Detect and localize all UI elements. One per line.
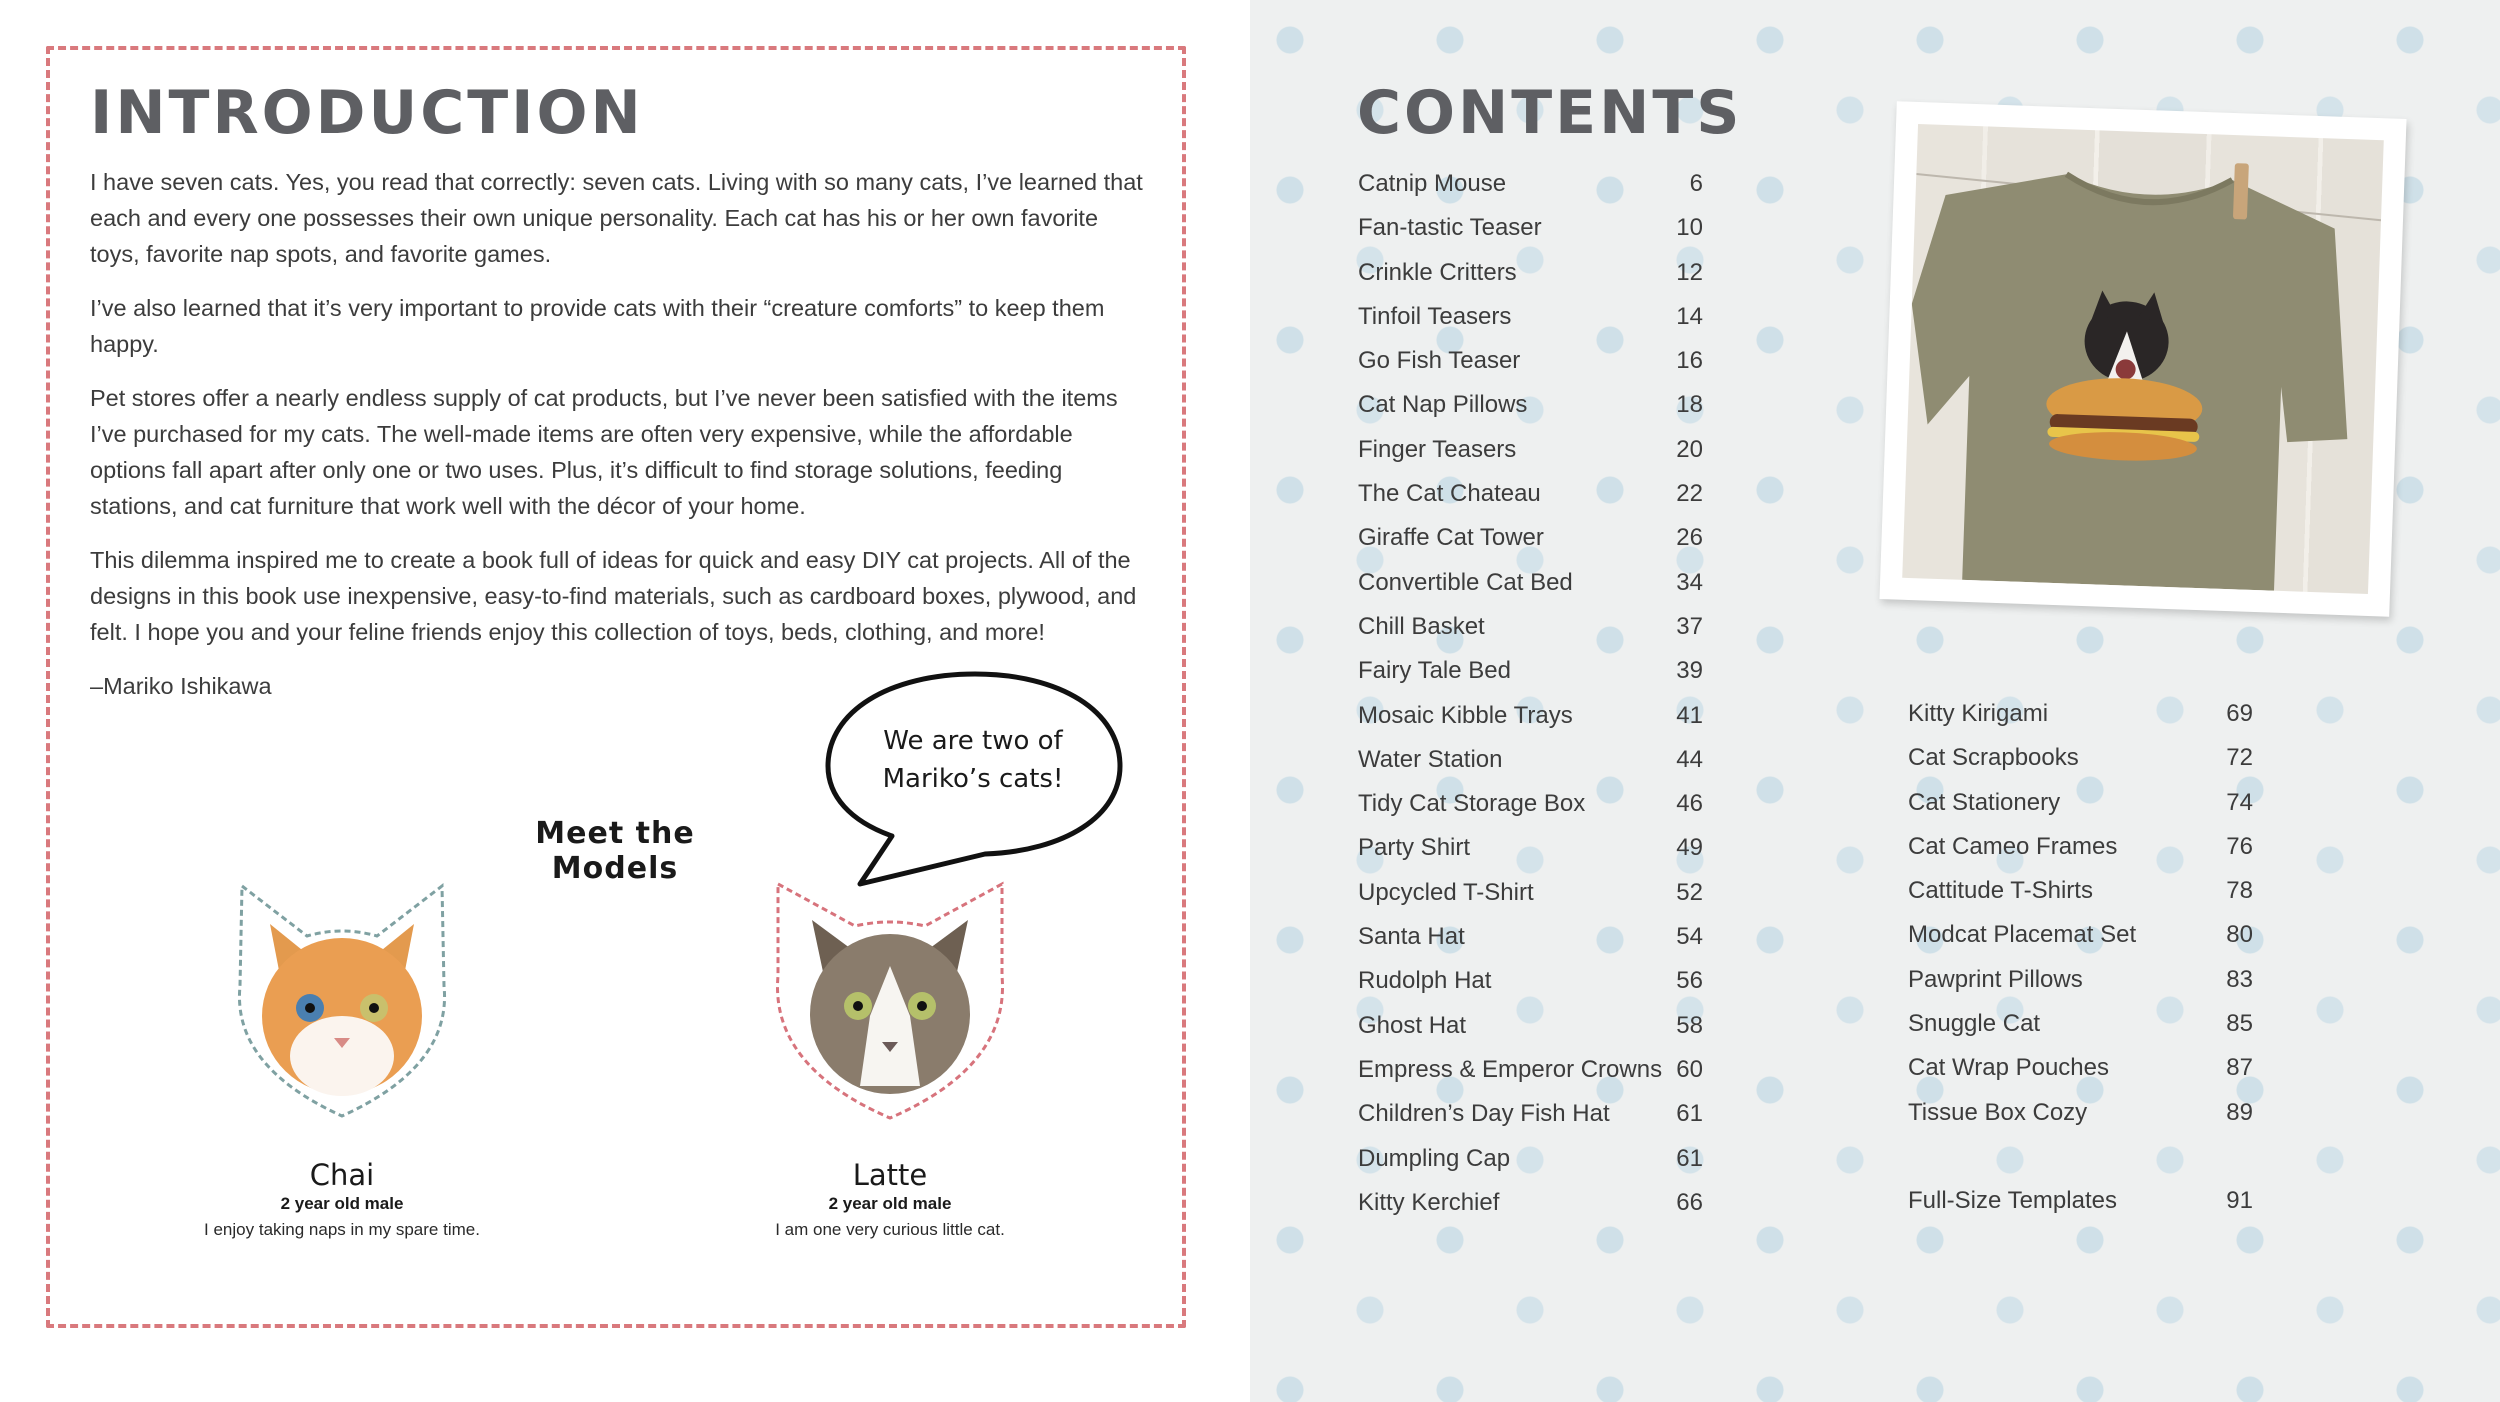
- toc-entry-page: 18: [1676, 391, 1703, 419]
- latte-age: 2 year old male: [828, 1194, 952, 1213]
- toc-entry-page: 52: [1676, 878, 1703, 906]
- toc-entry-page: 60: [1676, 1055, 1703, 1083]
- toc-entry-page: 41: [1676, 701, 1703, 729]
- toc-entry-title: Full-Size Templates: [1908, 1187, 2117, 1215]
- toc-entry-page: 66: [1676, 1188, 1703, 1216]
- toc-entry-page: 39: [1676, 657, 1703, 685]
- latte-cat-face: [810, 920, 970, 1094]
- toc-entry-page: 54: [1676, 923, 1703, 951]
- toc-entry-title: Rudolph Hat: [1358, 967, 1492, 995]
- toc-entry-page: 56: [1676, 967, 1703, 995]
- toc-entry-page: 34: [1676, 568, 1703, 596]
- chai-bio: I enjoy taking naps in my spare time.: [204, 1220, 480, 1239]
- toc-entry-page: 44: [1676, 745, 1703, 773]
- toc-entry-page: 78: [2226, 877, 2253, 905]
- toc-entry-title: Dumpling Cap: [1358, 1144, 1511, 1172]
- toc-entry-page: 46: [1676, 790, 1703, 818]
- toc-entry-title: Convertible Cat Bed: [1358, 568, 1573, 596]
- toc-entry-page: 72: [2226, 744, 2253, 772]
- toc-entry-title: Cat Wrap Pouches: [1908, 1054, 2109, 1082]
- toc-entry-title: Water Station: [1358, 745, 1503, 773]
- chai-name: Chai: [309, 1158, 375, 1192]
- toc-entry-page: 20: [1676, 435, 1703, 463]
- toc-entry-title: Fan-tastic Teaser: [1358, 214, 1542, 242]
- toc-entry-page: 10: [1676, 214, 1703, 242]
- toc-entry-page: 87: [2226, 1054, 2253, 1082]
- intro-paragraph-4: This dilemma inspired me to create a book full of ideas for quick and easy DIY cat projects. All of the designs in this book use inexpensive, easy-to-find materials, such as cardboard boxes, plywood, and felt. I hope you and your feline friends enjoy this collection of toys, beds, clothing, and more!: [90, 547, 1137, 645]
- toc-entry-title: Cattitude T-Shirts: [1908, 877, 2093, 905]
- latte-name: Latte: [852, 1158, 928, 1192]
- tshirt-photo: [1902, 124, 2384, 594]
- introduction-body: [90, 164, 1150, 722]
- toc-entry-page: 83: [2226, 965, 2253, 993]
- chai-photo-badge: [212, 866, 472, 1136]
- toc-entry-page: 6: [1689, 170, 1703, 197]
- toc-entry-page: 16: [1676, 347, 1703, 375]
- intro-paragraph-2: I’ve also learned that it’s very important to provide cats with their “creature comforts” to keep them happy.: [90, 295, 1105, 357]
- clothespin-icon: [2233, 163, 2249, 219]
- toc-entry-page: 85: [2226, 1010, 2253, 1038]
- intro-paragraph-1: I have seven cats. Yes, you read that correctly: seven cats. Living with so many cats, I’ve learned that each and every one possesses their own unique personality. Each cat has his or her own favorite toys, favorite nap spots, and favorite games.: [90, 169, 1143, 267]
- latte-photo-badge: [760, 866, 1020, 1136]
- toc-entry-title: Upcycled T-Shirt: [1358, 878, 1534, 906]
- toc-entry-title: Go Fish Teaser: [1358, 347, 1521, 375]
- toc-entry-title: Catnip Mouse: [1358, 170, 1507, 197]
- toc-entry-title: Tidy Cat Storage Box: [1358, 790, 1586, 818]
- meet-the-models-heading: Meet the Models: [535, 816, 695, 886]
- toc-entry-page: 80: [2226, 921, 2253, 949]
- toc-entry-title: Cat Stationery: [1908, 788, 2061, 816]
- toc-entry-title: Giraffe Cat Tower: [1358, 524, 1544, 552]
- tshirt-photo-frame: [1879, 101, 2406, 616]
- toc-entry-title: Cat Scrapbooks: [1908, 744, 2079, 772]
- toc-entry-title: Kitty Kirigami: [1908, 700, 2049, 727]
- toc-entry-title: Snuggle Cat: [1908, 1010, 2041, 1038]
- toc-entry-title: Crinkle Critters: [1358, 258, 1517, 286]
- toc-entry-title: Cat Nap Pillows: [1358, 391, 1528, 419]
- toc-entry-page: 91: [2226, 1187, 2253, 1215]
- toc-entry-title: Party Shirt: [1358, 834, 1471, 862]
- toc-entry-title: Tissue Box Cozy: [1908, 1098, 2088, 1126]
- toc-entry-page: 37: [1676, 612, 1703, 640]
- chai-age: 2 year old male: [280, 1194, 404, 1213]
- speech-line-2: Mariko’s cats!: [882, 764, 1064, 794]
- toc-entry-title: Empress & Emperor Crowns: [1358, 1055, 1663, 1083]
- toc-entry-title: Mosaic Kibble Trays: [1358, 701, 1573, 729]
- introduction-title: INTRODUCTION: [90, 78, 644, 148]
- speech-line-1: We are two of: [883, 726, 1063, 756]
- toc-entry-title: Modcat Placemat Set: [1908, 921, 2137, 949]
- toc-entry-page: 69: [2226, 700, 2253, 727]
- toc-entry-title: Cat Cameo Frames: [1908, 832, 2118, 860]
- toc-entry-page: 22: [1676, 480, 1703, 508]
- chai-cat-face: [262, 924, 422, 1096]
- toc-entry-page: 61: [1676, 1100, 1703, 1128]
- intro-paragraph-3: Pet stores offer a nearly endless supply of cat products, but I’ve never been satisfied with the items I’ve purchased for my cats. The well-made items are often very expensive, while the affordable options fall apart after only one or two uses. Plus, it’s difficult to find storage solutions, feeding stations, and cat furniture that work well with the décor of your home.: [90, 385, 1118, 519]
- toc-entry-title: Ghost Hat: [1358, 1011, 1467, 1039]
- speech-bubble-text: [838, 722, 1108, 798]
- toc-entry-page: 49: [1676, 834, 1703, 862]
- toc-entry-title: Chill Basket: [1358, 612, 1485, 640]
- tshirt-illustration: [1902, 124, 2384, 594]
- toc-entry-page: 14: [1676, 302, 1703, 330]
- intro-signature: –Mariko Ishikawa: [90, 673, 272, 699]
- toc-entry-title: Kitty Kerchief: [1358, 1188, 1500, 1216]
- toc-entry-title: Children’s Day Fish Hat: [1358, 1100, 1610, 1128]
- toc-entry-page: 12: [1676, 258, 1703, 286]
- toc-entry-title: Fairy Tale Bed: [1358, 657, 1511, 685]
- toc-entry-page: 74: [2226, 788, 2253, 816]
- toc-entry-page: 26: [1676, 524, 1703, 552]
- contents-title: CONTENTS: [1357, 78, 1743, 148]
- toc-entry-page: 61: [1676, 1144, 1703, 1172]
- toc-entry-title: The Cat Chateau: [1358, 480, 1541, 508]
- toc-entry-title: Tinfoil Teasers: [1358, 302, 1512, 330]
- toc-entry-page: 76: [2226, 832, 2253, 860]
- toc-entry-title: Santa Hat: [1358, 923, 1465, 951]
- latte-bio: I am one very curious little cat.: [775, 1220, 1005, 1239]
- toc-entry-page: 58: [1676, 1011, 1703, 1039]
- toc-entry-title: Pawprint Pillows: [1908, 965, 2083, 993]
- toc-entry-title: Finger Teasers: [1358, 435, 1517, 463]
- toc-entry-page: 89: [2226, 1098, 2253, 1126]
